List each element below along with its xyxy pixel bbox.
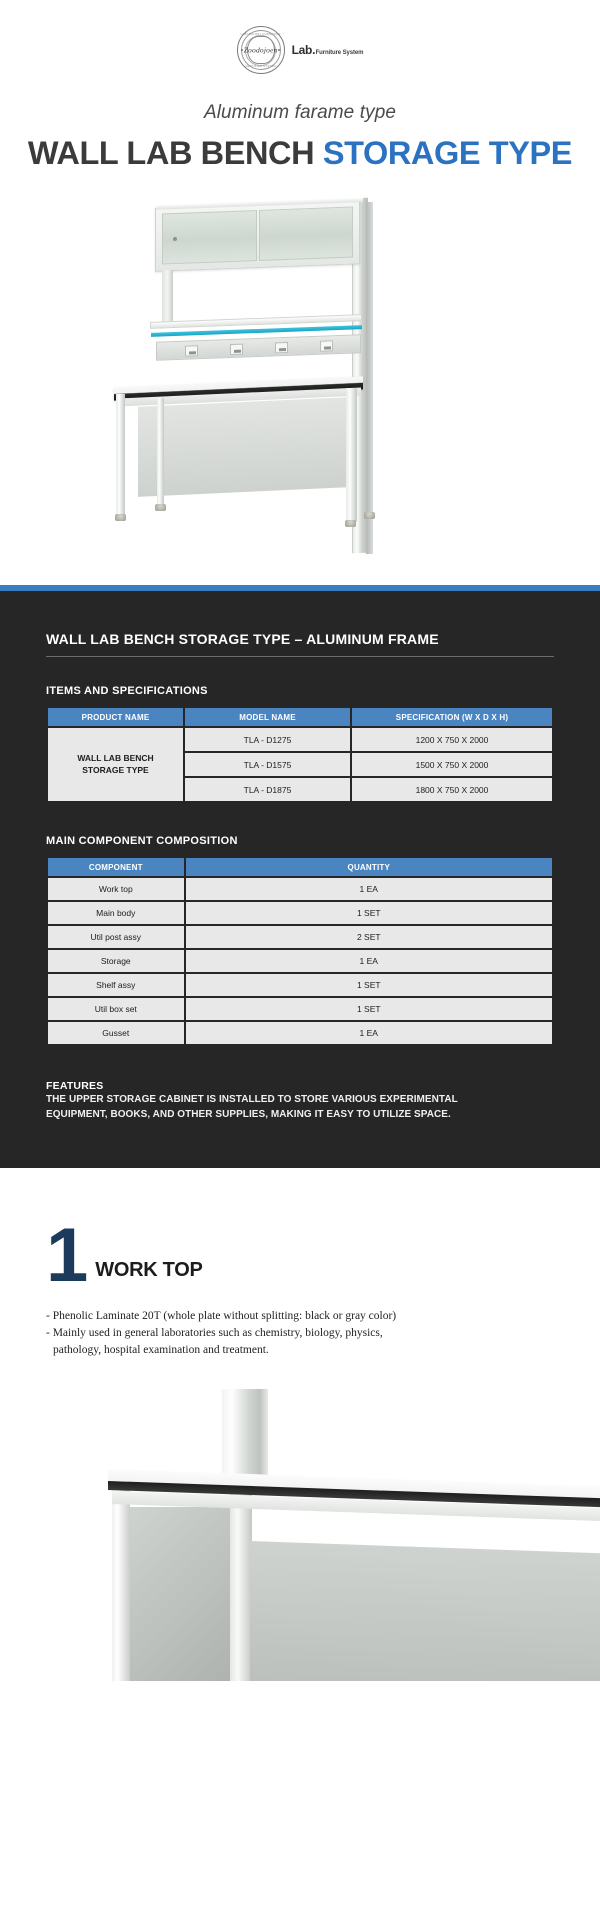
utility-box bbox=[230, 344, 243, 355]
table-header-row bbox=[48, 708, 552, 726]
modesty-panel bbox=[138, 397, 350, 497]
closeup-inner-panel bbox=[130, 1507, 234, 1681]
table-row bbox=[48, 926, 552, 948]
cell-quantity: 1 SET bbox=[186, 998, 552, 1020]
product-illustration bbox=[100, 190, 400, 570]
cell-quantity: 1 SET bbox=[186, 974, 552, 996]
features-block bbox=[46, 1080, 554, 1122]
cell-specification: 1200 X 750 X 2000 bbox=[352, 728, 552, 751]
table-row bbox=[48, 902, 552, 924]
utility-box bbox=[275, 342, 288, 353]
specifications-panel bbox=[0, 591, 600, 1168]
cell-quantity: 1 EA bbox=[186, 950, 552, 972]
features-label: FEATURES bbox=[46, 1080, 104, 1092]
work-top-bullet-2: - Mainly used in general laboratories such as chemistry, biology, physics, bbox=[46, 1326, 383, 1339]
cell-component: Util box set bbox=[48, 998, 184, 1020]
panel-title: WALL LAB BENCH STORAGE TYPE – ALUMINUM FRAME bbox=[46, 631, 439, 647]
brand-logo bbox=[0, 26, 600, 74]
page-title-dark: WALL LAB BENCH bbox=[27, 135, 315, 171]
company-seal-icon bbox=[237, 26, 285, 74]
panel-title-rule bbox=[46, 656, 554, 657]
cell-component: Main body bbox=[48, 902, 184, 924]
cell-component: Gusset bbox=[48, 1022, 184, 1044]
closeup-leg-middle bbox=[230, 1487, 252, 1681]
cell-model-name: TLA - D1575 bbox=[185, 753, 350, 776]
items-specifications-table bbox=[46, 706, 554, 803]
table-row bbox=[48, 974, 552, 996]
main-component-composition-table bbox=[46, 856, 554, 1046]
work-top-heading bbox=[46, 1213, 554, 1299]
work-top-closeup-image bbox=[0, 1375, 600, 1681]
utility-box-rail bbox=[156, 334, 361, 361]
leveling-foot bbox=[345, 520, 356, 527]
cell-product-name bbox=[48, 728, 183, 801]
shelf-bracket bbox=[162, 270, 173, 322]
work-top-section bbox=[0, 1168, 600, 1359]
page-title-blue: STORAGE TYPE bbox=[322, 135, 573, 171]
seal-arc-bottom-text: CERTIFIED SYSTEM bbox=[245, 65, 276, 68]
features-text-line-2: EQUIPMENT, BOOKS, AND OTHER SUPPLIES, MAKING IT EASY TO UTILIZE SPACE. bbox=[46, 1109, 451, 1121]
aluminum-post-right-edge bbox=[366, 202, 373, 554]
cabinet-glass-door-left bbox=[162, 210, 257, 264]
items-section-label: ITEMS AND SPECIFICATIONS bbox=[46, 685, 208, 697]
utility-box bbox=[185, 345, 198, 356]
cell-quantity: 2 SET bbox=[186, 926, 552, 948]
bench-leg-front-left bbox=[116, 394, 125, 516]
column-header-product-name: PRODUCT NAME bbox=[48, 708, 183, 726]
features-text-line-1: THE UPPER STORAGE CABINET IS INSTALLED TO STORE VARIOUS EXPERIMENTAL bbox=[46, 1094, 458, 1105]
cell-model-name: TLA - D1875 bbox=[185, 778, 350, 801]
component-section-label: MAIN COMPONENT COMPOSITION bbox=[46, 835, 238, 847]
closeup-leg-left bbox=[112, 1479, 130, 1681]
cell-component: Util post assy bbox=[48, 926, 184, 948]
cell-quantity: 1 SET bbox=[186, 902, 552, 924]
product-name-line-2: STORAGE TYPE bbox=[82, 764, 149, 775]
column-header-specification: SPECIFICATION (W X D X H) bbox=[352, 708, 552, 726]
seal-script-text: Zoodojoen bbox=[243, 45, 278, 55]
cell-specification: 1800 X 750 X 2000 bbox=[352, 778, 552, 801]
seal-arc-top-text: LABORATORY FURNITURE bbox=[240, 32, 281, 36]
table-row bbox=[48, 998, 552, 1020]
wordmark-primary: Lab. bbox=[291, 43, 316, 57]
cabinet-handle-icon bbox=[173, 236, 177, 240]
bench-leg-back-left bbox=[157, 398, 164, 506]
cell-quantity: 1 EA bbox=[186, 878, 552, 900]
product-name-line-1: WALL LAB BENCH bbox=[77, 753, 154, 764]
section-number: 1 bbox=[46, 1213, 86, 1299]
leveling-foot bbox=[155, 504, 166, 511]
cell-component: Work top bbox=[48, 878, 184, 900]
cell-model-name: TLA - D1275 bbox=[185, 728, 350, 751]
cell-component: Storage bbox=[48, 950, 184, 972]
wordmark-secondary: Furniture System bbox=[315, 50, 364, 56]
table-row bbox=[48, 878, 552, 900]
work-top-description bbox=[46, 1308, 554, 1360]
page-title bbox=[0, 135, 600, 172]
header-subtitle: Aluminum farame type bbox=[203, 102, 397, 123]
section-name: WORK TOP bbox=[95, 1258, 203, 1281]
work-top-bullet-2-continued: pathology, hospital examination and treatment. bbox=[53, 1344, 269, 1357]
cell-component: Shelf assy bbox=[48, 974, 184, 996]
upper-storage-cabinet bbox=[155, 200, 360, 272]
utility-box bbox=[320, 340, 333, 351]
table-row bbox=[48, 1022, 552, 1044]
column-header-component: COMPONENT bbox=[48, 858, 184, 876]
closeup-modesty-panel bbox=[250, 1541, 600, 1681]
hero-product-image bbox=[0, 190, 600, 585]
column-header-model-name: MODEL NAME bbox=[185, 708, 350, 726]
page-header bbox=[0, 0, 600, 172]
table-row bbox=[48, 728, 552, 751]
cell-quantity: 1 EA bbox=[186, 1022, 552, 1044]
leveling-foot bbox=[364, 512, 375, 519]
bench-leg-front-right bbox=[346, 388, 357, 522]
column-header-quantity: QUANTITY bbox=[186, 858, 552, 876]
brand-wordmark bbox=[292, 43, 364, 57]
table-header-row bbox=[48, 858, 552, 876]
work-top-bullet-1: - Phenolic Laminate 20T (whole plate without splitting: black or gray color) bbox=[46, 1309, 397, 1322]
cell-specification: 1500 X 750 X 2000 bbox=[352, 753, 552, 776]
cabinet-glass-door-right bbox=[259, 206, 353, 260]
table-row bbox=[48, 950, 552, 972]
leveling-foot bbox=[115, 514, 126, 521]
